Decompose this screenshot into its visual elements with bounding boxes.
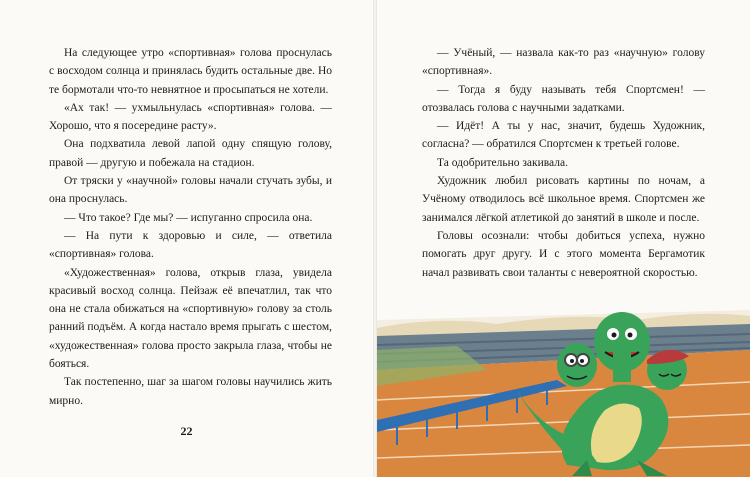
- right-text-column: [422, 44, 705, 282]
- stadium-dragon-illustration: [377, 290, 750, 477]
- paragraph: Она подхватила левой лапой одну спящую голову, правой — другую и побежала на стадион.: [49, 138, 332, 169]
- paragraph: «Художественная» голова, открыв глаза, увидела красивый восход солнца. Пейзаж её впечатлил, так что она не стала обижаться на «спортивную» голову за столь ранний подъём. А когда настало время прыгать с шестом, «художественная» голова просто закрыла глаза, чтобы не бояться.: [49, 266, 332, 371]
- paragraph: — Идёт! А ты у нас, значит, будешь Художник, согласна? — обратился Спортсмен к третьей голове.: [422, 120, 705, 151]
- paragraph: — Учёный, — назвала как-то раз «научную» голову «спортивная».: [422, 47, 705, 78]
- right-page: [377, 0, 750, 477]
- paragraph: Та одобрительно закивала.: [437, 156, 568, 169]
- left-text-column: [49, 44, 332, 410]
- paragraph: «Ах так! — ухмыльнулась «спортивная» голова. — Хорошо, что я посередине расту».: [49, 101, 332, 133]
- paragraph: — Что такое? Где мы? — испуганно спросила она.: [64, 211, 313, 224]
- page-number: 22: [180, 424, 193, 438]
- paragraph: — На пути к здоровью и силе, — ответила «спортивная» голова.: [49, 229, 332, 261]
- paragraph: Художник любил рисовать картины по ночам, а Учёному отводилось всё школьное время. Спортсмен же занимался лёгкой атлетикой до занятий в школе и после.: [422, 175, 705, 224]
- paragraph: Так постепенно, шаг за шагом головы научились жить мирно.: [49, 376, 332, 407]
- left-page: [0, 0, 373, 477]
- paragraph: На следующее утро «спортивная» голова проснулась с восходом солнца и принялась будить остальные две. Но те бормотали что-то невнятное и просыпаться не хотели.: [49, 47, 332, 96]
- paragraph: От тряски у «научной» головы начали стучать зубы, и она проснулась.: [49, 175, 332, 206]
- paragraph: Головы осознали: чтобы добиться успеха, нужно помогать друг другу. И с этого момента Бергамотик начал развивать свои таланты с невероятной скоростью.: [422, 229, 705, 279]
- paragraph: — Тогда я буду называть тебя Спортсмен! — отозвалась голова с научными задатками.: [422, 83, 705, 114]
